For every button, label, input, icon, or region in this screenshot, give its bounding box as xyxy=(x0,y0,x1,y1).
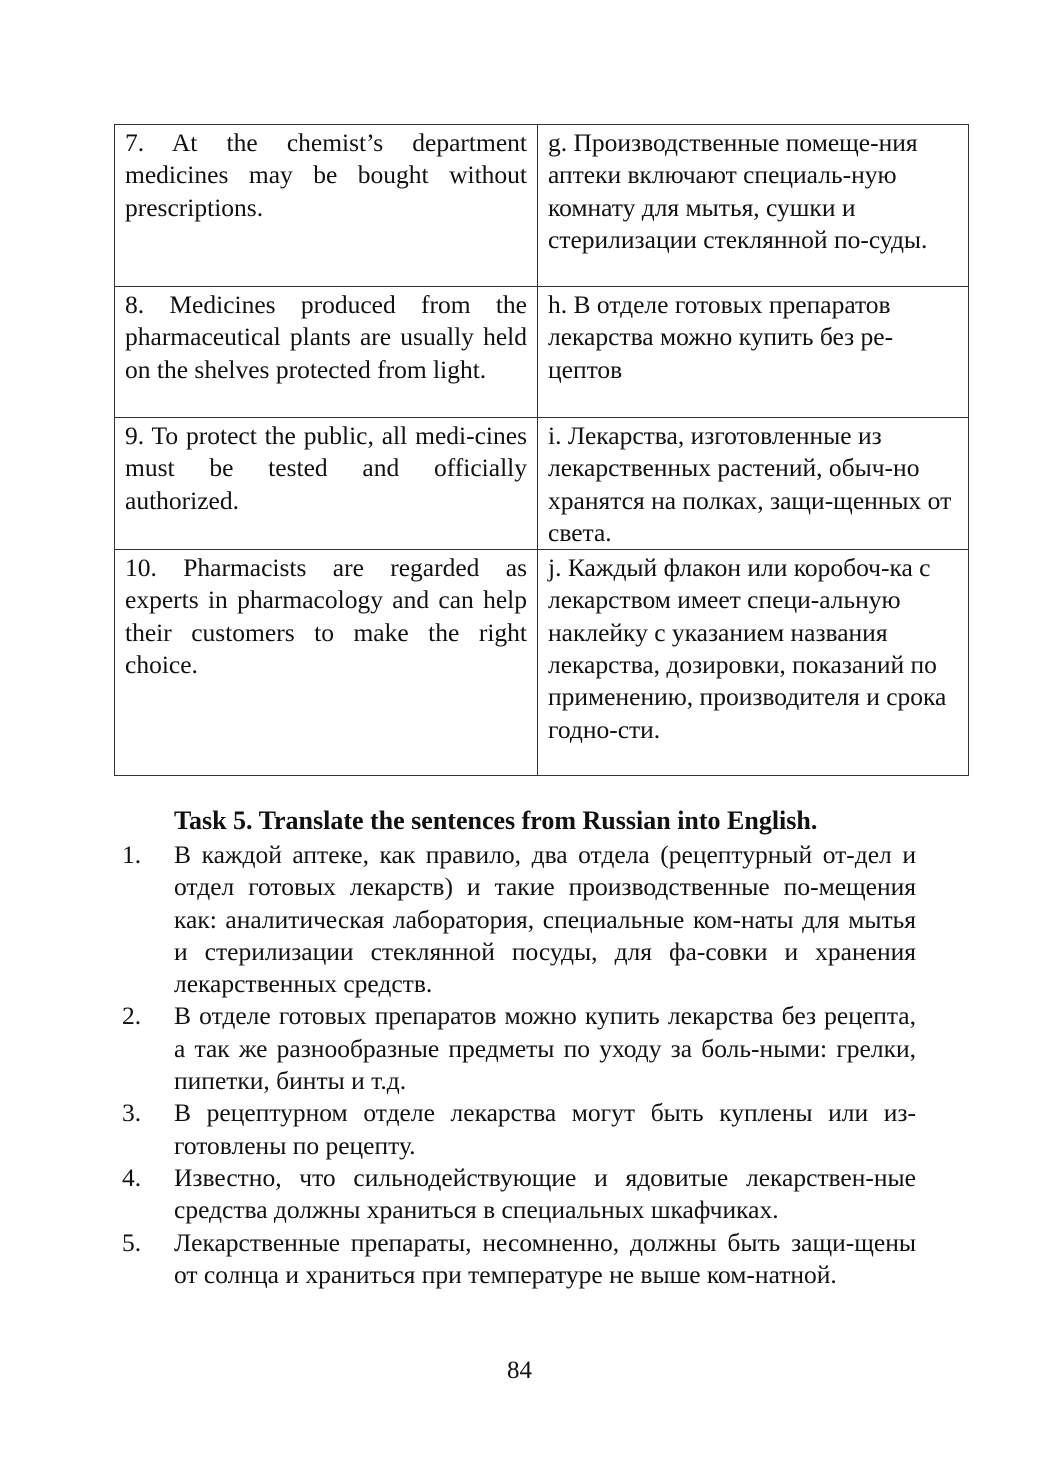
english-sentence-cell: 10. Pharmacists are regarded as experts in pharmacology and can help their customers to make the right choice. xyxy=(115,550,538,776)
task-heading: Task 5. Translate the sentences from Russian into English. xyxy=(174,806,818,835)
item-text: В отделе готовых препаратов можно купить лекарства без рецепта, а так же разнообразные предметы по уходу за боль-ными: грелки, пипетки, бинты и т.д. xyxy=(174,1001,916,1096)
item-number: 4. xyxy=(122,1162,142,1192)
russian-sentence-cell: g. Производственные помеще-ния аптеки включают специаль-ную комнату для мытья, сушки и стерилизации стеклянной по-суды. xyxy=(538,125,969,287)
table-row xyxy=(115,125,969,287)
list-item xyxy=(0,1000,916,1097)
table-row xyxy=(115,287,969,418)
russian-sentence-cell: i. Лекарства, изготовленные из лекарственных растений, обыч-но хранятся на полках, защи-щенных от света. xyxy=(538,418,969,550)
table-row xyxy=(115,418,969,550)
item-number: 1. xyxy=(122,840,142,869)
page-number: 84 xyxy=(507,1357,532,1384)
item-text: Известно, что сильнодействующие и ядовитые лекарствен-ные средства должны храниться в специальных шкафчиках. xyxy=(174,1162,916,1225)
matching-table xyxy=(114,124,969,776)
list-item xyxy=(0,839,916,1000)
english-sentence-cell: 9. To protect the public, all medi-cines must be tested and officially authorized. xyxy=(115,418,538,550)
english-sentence-cell: 8. Medicines produced from the pharmaceutical plants are usually held on the shelves protected from light. xyxy=(115,287,538,418)
list-item xyxy=(0,1227,916,1292)
item-text: В рецептурном отделе лекарства могут быть куплены или из-готовлены по рецепту. xyxy=(174,1098,916,1160)
english-sentence-cell: 7. At the chemist’s department medicines may be bought without prescriptions. xyxy=(115,125,538,287)
item-text: В каждой аптеке, как правило, два отдела (рецептурный от-дел и отдел готовых лекарств) и такие производственные по-мещения как: аналитическая лаборатория, специальные ком-наты для мытья и стерилизации стеклянной посуды, для фа-совки и хранения лекарственных средств. xyxy=(174,840,916,999)
item-number: 2. xyxy=(122,1001,142,1031)
list-item xyxy=(0,1162,916,1227)
russian-sentence-cell: h. В отделе готовых препаратов лекарства можно купить без ре-цептов xyxy=(538,287,969,418)
table-row xyxy=(115,550,969,776)
list-item xyxy=(0,1097,916,1162)
sentence-list xyxy=(0,839,1039,1291)
item-number: 3. xyxy=(122,1098,142,1128)
item-text: Лекарственные препараты, несомненно, должны быть защи-щены от солнца и храниться при температуре не выше ком-натной. xyxy=(174,1227,916,1289)
item-number: 5. xyxy=(122,1227,142,1257)
russian-sentence-cell: j. Каждый флакон или коробоч-ка с лекарством имеет специ-альную наклейку с указанием названия лекарства, дозировки, показаний по применению, производителя и срока годно-сти. xyxy=(538,550,969,776)
